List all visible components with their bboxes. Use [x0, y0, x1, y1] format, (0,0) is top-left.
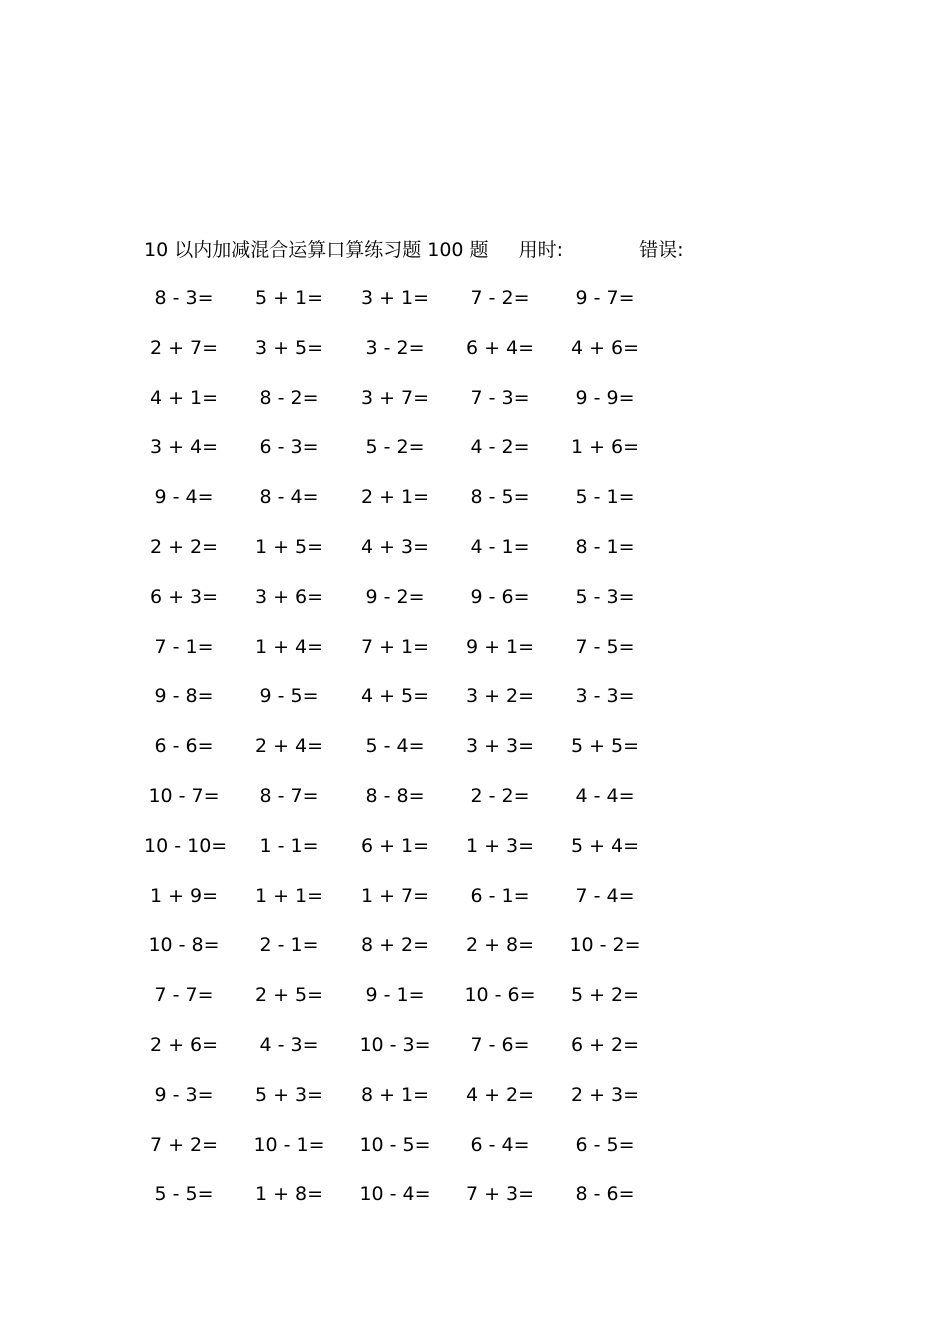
problem-item: 2 - 2= — [470, 784, 530, 807]
problem-row — [144, 732, 704, 782]
problem-item: 2 + 3= — [570, 1083, 640, 1106]
problem-item: 7 - 4= — [575, 884, 635, 907]
problem-item: 10 - 10= — [144, 834, 228, 857]
problem-item: 3 + 2= — [465, 685, 535, 708]
problem-item: 10 - 3= — [359, 1033, 431, 1056]
problem-item: 7 + 3= — [465, 1183, 535, 1206]
problem-item: 6 - 5= — [575, 1133, 635, 1156]
problem-item: 3 + 7= — [360, 386, 430, 409]
problem-item: 2 + 4= — [254, 735, 324, 758]
problem-item: 10 - 1= — [253, 1133, 325, 1156]
problem-item: 9 - 5= — [259, 685, 319, 708]
problem-item: 1 + 5= — [254, 535, 324, 558]
problem-row — [144, 433, 704, 483]
problem-item: 3 + 6= — [254, 585, 324, 608]
problem-item: 2 + 5= — [254, 984, 324, 1007]
problem-item: 1 + 8= — [254, 1183, 324, 1206]
problem-item: 2 + 6= — [149, 1033, 219, 1056]
problem-item: 10 - 8= — [148, 934, 220, 957]
worksheet-title: 10 以内加减混合运算口算练习题 100 题 — [144, 239, 489, 261]
problem-item: 10 - 7= — [148, 784, 220, 807]
problem-item: 4 + 6= — [570, 336, 640, 359]
problem-item: 4 + 5= — [360, 685, 430, 708]
problem-item: 6 - 6= — [154, 735, 214, 758]
problem-item: 7 - 5= — [575, 635, 635, 658]
problem-item: 8 + 2= — [360, 934, 430, 957]
problem-item: 2 + 8= — [465, 934, 535, 957]
problem-item: 9 - 1= — [365, 984, 425, 1007]
problem-item: 4 + 2= — [465, 1083, 535, 1106]
problem-item: 5 + 3= — [254, 1083, 324, 1106]
problem-item: 10 - 5= — [359, 1133, 431, 1156]
problem-item: 6 + 3= — [149, 585, 219, 608]
problem-item: 8 - 7= — [259, 784, 319, 807]
problem-item: 5 - 5= — [154, 1183, 214, 1206]
problem-row — [144, 682, 704, 732]
problem-item: 7 + 1= — [360, 635, 430, 658]
problem-row — [144, 483, 704, 533]
problem-row — [144, 334, 704, 384]
problem-item: 1 + 7= — [360, 884, 430, 907]
problem-item: 1 + 1= — [254, 884, 324, 907]
problem-row — [144, 533, 704, 583]
problem-item: 4 - 4= — [575, 784, 635, 807]
problem-item: 3 + 5= — [254, 336, 324, 359]
problem-item: 3 + 4= — [149, 436, 219, 459]
problem-row — [144, 1131, 704, 1181]
problem-item: 9 - 8= — [154, 685, 214, 708]
problem-item: 7 - 3= — [470, 386, 530, 409]
problem-item: 5 + 5= — [570, 735, 640, 758]
problem-row — [144, 384, 704, 434]
problem-item: 9 - 9= — [575, 386, 635, 409]
problem-item: 9 - 2= — [365, 585, 425, 608]
problem-item: 2 - 1= — [259, 934, 319, 957]
problem-item: 9 - 6= — [470, 585, 530, 608]
error-count-label: 错误: — [639, 239, 684, 261]
problem-item: 4 + 3= — [360, 535, 430, 558]
problem-row — [144, 1031, 704, 1081]
problem-item: 3 + 3= — [465, 735, 535, 758]
problem-row — [144, 931, 704, 981]
problem-item: 7 - 7= — [154, 984, 214, 1007]
problem-item: 6 + 4= — [465, 336, 535, 359]
problem-item: 4 - 1= — [470, 535, 530, 558]
problem-item: 3 + 1= — [360, 287, 430, 309]
problem-item: 2 + 2= — [149, 535, 219, 558]
problem-row — [144, 633, 704, 683]
problem-item: 9 - 7= — [575, 287, 635, 309]
problem-item: 5 - 2= — [365, 436, 425, 459]
problem-item: 8 - 3= — [154, 287, 214, 309]
problem-item: 1 + 3= — [465, 834, 535, 857]
problem-item: 4 + 1= — [149, 386, 219, 409]
problem-item: 6 - 1= — [470, 884, 530, 907]
problem-item: 8 - 2= — [259, 386, 319, 409]
problem-row — [144, 832, 704, 882]
problem-item: 8 - 4= — [259, 486, 319, 509]
problem-item: 9 - 4= — [154, 486, 214, 509]
problem-item: 8 - 1= — [575, 535, 635, 558]
problem-item: 6 - 3= — [259, 436, 319, 459]
problem-item: 3 - 3= — [575, 685, 635, 708]
problem-item: 8 - 8= — [365, 784, 425, 807]
problem-row — [144, 583, 704, 633]
problem-item: 1 + 9= — [149, 884, 219, 907]
problem-item: 5 + 2= — [570, 984, 640, 1007]
problem-row — [144, 882, 704, 932]
problem-grid — [144, 284, 704, 1230]
problem-item: 5 - 3= — [575, 585, 635, 608]
problem-item: 10 - 4= — [359, 1183, 431, 1206]
problem-item: 6 + 2= — [570, 1033, 640, 1056]
problem-item: 5 + 4= — [570, 834, 640, 857]
time-used-label: 用时: — [518, 239, 564, 261]
problem-item: 4 - 2= — [470, 436, 530, 459]
problem-item: 10 - 2= — [569, 934, 641, 957]
problem-row — [144, 782, 704, 832]
problem-row — [144, 1081, 704, 1131]
problem-item: 4 - 3= — [259, 1033, 319, 1056]
problem-item: 7 - 6= — [470, 1033, 530, 1056]
worksheet-header — [144, 236, 683, 264]
problem-item: 6 + 1= — [360, 834, 430, 857]
problem-item: 1 + 4= — [254, 635, 324, 658]
problem-item: 8 - 5= — [470, 486, 530, 509]
problem-row — [144, 1180, 704, 1230]
problem-item: 9 + 1= — [465, 635, 535, 658]
problem-item: 8 + 1= — [360, 1083, 430, 1106]
problem-item: 2 + 1= — [360, 486, 430, 509]
problem-item: 7 - 2= — [470, 287, 530, 309]
problem-item: 1 - 1= — [259, 834, 319, 857]
problem-row — [144, 981, 704, 1031]
problem-item: 10 - 6= — [464, 984, 536, 1007]
problem-item: 5 + 1= — [254, 287, 324, 309]
problem-item: 5 - 1= — [575, 486, 635, 509]
problem-row — [144, 284, 704, 334]
problem-item: 1 + 6= — [570, 436, 640, 459]
problem-item: 7 + 2= — [149, 1133, 219, 1156]
problem-item: 7 - 1= — [154, 635, 214, 658]
problem-item: 2 + 7= — [149, 336, 219, 359]
problem-item: 3 - 2= — [365, 336, 425, 359]
problem-item: 6 - 4= — [470, 1133, 530, 1156]
problem-item: 5 - 4= — [365, 735, 425, 758]
problem-item: 9 - 3= — [154, 1083, 214, 1106]
problem-item: 8 - 6= — [575, 1183, 635, 1206]
